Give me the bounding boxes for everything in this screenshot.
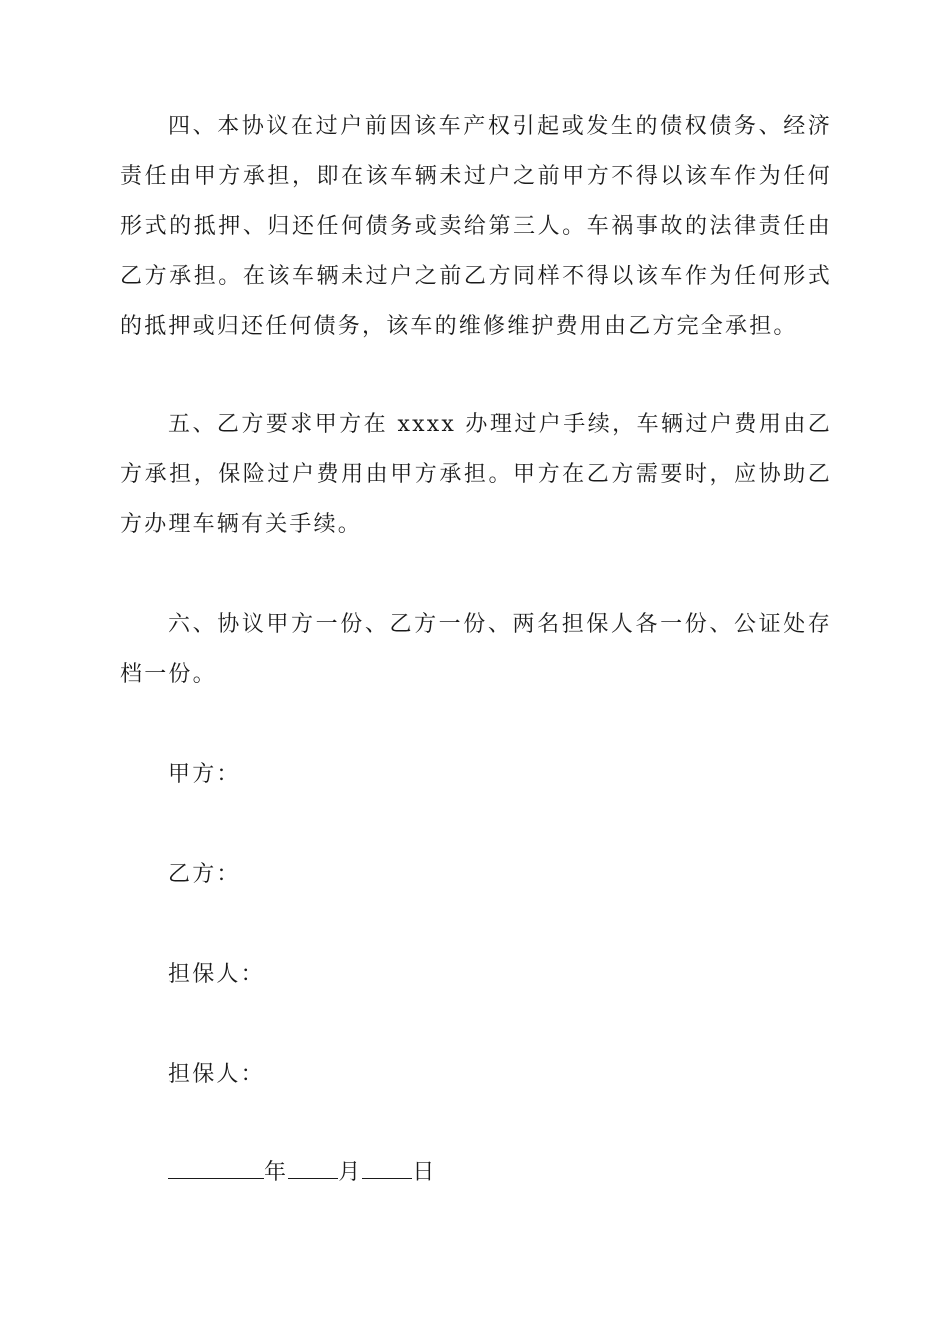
clause-six: 六、协议甲方一份、乙方一份、两名担保人各一份、公证处存档一份。 bbox=[120, 612, 832, 687]
year-blank bbox=[168, 1148, 264, 1179]
day-label: 日 bbox=[412, 1160, 437, 1185]
year-label: 年 bbox=[264, 1160, 289, 1185]
guarantor-one-signature-label: 担保人： bbox=[168, 962, 265, 987]
clause-five: 五、乙方要求甲方在 xxxx 办理过户手续，车辆过户费用由乙方承担，保险过户费用由甲方承担。甲方在乙方需要时，应协助乙方办理车辆有关手续。 bbox=[120, 412, 832, 537]
day-blank bbox=[362, 1148, 412, 1179]
clause-four: 四、本协议在过户前因该车产权引起或发生的债权债务、经济责任由甲方承担，即在该车辆未过户之前甲方不得以该车作为任何形式的抵押、归还任何债务或卖给第三人。车祸事故的法律责任由乙方承担。在该车辆未过户之前乙方同样不得以该车作为任何形式的抵押或归还任何债务，该车的维修维护费用由乙方完全承担。 bbox=[120, 114, 832, 339]
guarantor-two-signature-label: 担保人： bbox=[168, 1062, 265, 1087]
month-label: 月 bbox=[338, 1160, 363, 1185]
party-a-signature-label: 甲方： bbox=[168, 762, 241, 787]
month-blank bbox=[288, 1148, 338, 1179]
party-b-signature-label: 乙方： bbox=[168, 862, 241, 887]
date-line bbox=[168, 1148, 437, 1198]
